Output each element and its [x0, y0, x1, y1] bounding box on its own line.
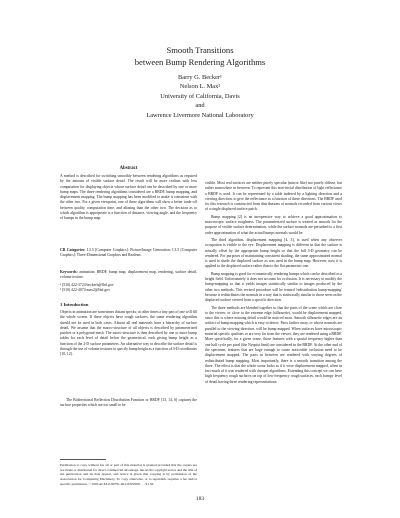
intro-paragraph-2: The Bidirectional Reflection Distribution Function or BRDF [13, 14, 6] captures the surface properties which are too small to be — [60, 398, 197, 408]
footnote-2: ² (510) 422-4074 max2@llnl.gov — [60, 288, 111, 293]
footnotes — [60, 283, 197, 294]
affiliation-and: and — [195, 102, 205, 110]
ccs-text: I.3.5 [Computer Graphics]: Picture/Image Generation; I.3.5 [Computer Graphics]: Three-Dimensional Graphics and Realism. — [60, 248, 197, 258]
ccs-label: CR Categories: — [60, 248, 86, 252]
author-2: Nelson L. Max² — [179, 83, 221, 91]
abstract-text: A method is described for switching smoothly between rendering algorithms as required by the amount of visible surface detail. The result will be more realism with less computation for displaying objects whose surface detail can be described by one or more bump maps. The three rendering algorithms considered are a BRDF, bump mapping, and displacement mapping. The bump mapping has been modified to make it consistent with the other two. For a given viewpoint, one of these algorithms will show a better trade-off between quality, computation time, and aliasing than the other two. The decision as to which algorithm is appropriate is a function of distance, viewing angle, and the frequency of bumps in the bump map. — [60, 174, 197, 221]
right-column — [205, 181, 342, 387]
right-paragraph-4: Bump mapping is good for economically rendering bumps which can be described as a height field. Unfortunately it does not account for occlusion. It is necessary to modify the bump-mapping so that it yields images statistically similar to images produced by the other two methods. This revised procedure will be termed 'redistribution bump-mapping' because it redistributes the normals in a way that is statistically similar to those seen on the displaced surface viewed from a specific direction. — [205, 271, 342, 303]
intro-paragraph-1: Objects in animation are sometimes distant specks; at other times a tiny part of one will fill the whole screen. If these objects have rough surfaces, the same rendering algorithm should not be used in both cases. Almost all real materials have a hierarchy of surface detail. We assume that the macro-structure of all objects is described by parameterized patches or a polygonal mesh. The micro-structure is then described by one or more bump tables for each level of detail below the geometrical, each giving bump height as a function of the 2-D surface parameters. An alternative way to describe the surface detail is through the use of volume textures to specify bump height as a function of 3-D coordinates [10, 12]. — [60, 310, 197, 357]
right-paragraph-1: visible. Most real surfaces are neither purely specular (mirror like) nor purely diffuse, but rather somewhere in between. To represent this non-trivial distribution of light reflectance a BRDF is used. It can be represented by a table indexed by a lighting direction and a viewing direction, to give the reflectance as a function of these directions. The BRDF used for this research is constructed from distributions of normals recorded from various views of a single displaced surface patch. — [205, 181, 342, 212]
keywords-block — [60, 270, 197, 281]
author-1: Barry G. Becker¹ — [178, 74, 222, 81]
paper-title — [0, 45, 400, 68]
abstract-heading: Abstract — [119, 166, 138, 171]
title-line-2: between Bump Rendering Algorithms — [134, 56, 266, 67]
right-paragraph-3: The third algorithm, displacement mapping [4, 3], is used when any observer occupation is visible to the eye. Displacement mapping is different in that the surface is actually offset by the appropriate bump height so that the full 3-D geometry can be rendered. For purposes of maintaining consistent shading, the same approximated normal is used to shade the displaced surface as was used in the bump map. However, now it is applied to the displaced surface rather than to the flat parametric one. — [205, 237, 342, 269]
keywords-label: Keywords: — [60, 270, 78, 274]
affiliation-1: University of California, Davis — [160, 92, 240, 100]
right-paragraph-5: The three methods are blended together so that the parts of the scene which are close to the viewer, or close to the extreme edge (silhouette), would be displacement mapped, since this is where missing detail would be noticed most. Smooth silhouette edges are an artifact of bump mapping which is easy to detect. Parts farther away, or whose normals are parallel to the viewing direction, will be bump mapped. When surfaces have microscopic material specific qualities or are very far from the viewer, they are rendered using a BRDF. More specifically, for a given scene, those features with a spatial frequency higher than one half cycle per pixel (the Nyquist limit) are considered in the BRDF. At the other end of the spectrum, features that are large enough to cause noticeable occlusion need to be displacement mapped. The parts in between are rendered with varying degrees of redistributed bump mapping. Most importantly, there is a smooth transition among the three. The effect is that the whole scene looks as if it were displacement mapped, when in fact much of it was rendered with cheaper algorithms. Extending this concept we can have high frequency rough surfaces on top of low-frequency rough surfaces, each bumpy level of detail having three rendering representations. — [205, 305, 342, 384]
permission-notice: Permission to copy without fee all or part of this material is granted provided that the copies are not made or distributed for direct commercial advantage, the ACM copyright notice and the title of the publication and its date appear, and notice is given that copying is by permission of the Association for Computing Machinery. To copy otherwise, or to republish, requires a fee and/or specific permission. ©1993 ACM-0-89791-601-8/93/008 . . . $1.50 — [60, 463, 197, 486]
author-block — [0, 73, 400, 120]
section-heading: 1 Introduction — [60, 302, 89, 307]
title-line-1: Smooth Transitions — [166, 45, 234, 55]
page-number: 183 — [195, 496, 205, 502]
affiliation-2: Lawrence Livermore National Laboratory — [146, 111, 254, 119]
footnote-rule — [60, 459, 106, 460]
ccs-block — [60, 248, 197, 259]
right-paragraph-2: Bump mapping [2] is an inexpensive way to achieve a good approximation to macroscopic surface roughness. The parameterized surface is treated as smooth for the purpose of visible surface determination, while the surface normals are perturbed to a first order approximation of what the actual bumps normals would be. — [205, 214, 342, 235]
keywords-text: animation, BRDF, bump map, displacement map, rendering, surface detail, volume texture. — [60, 270, 198, 280]
footnote-1: ¹ (510) 422-3724 beckerb@llnl.gov — [60, 283, 114, 287]
